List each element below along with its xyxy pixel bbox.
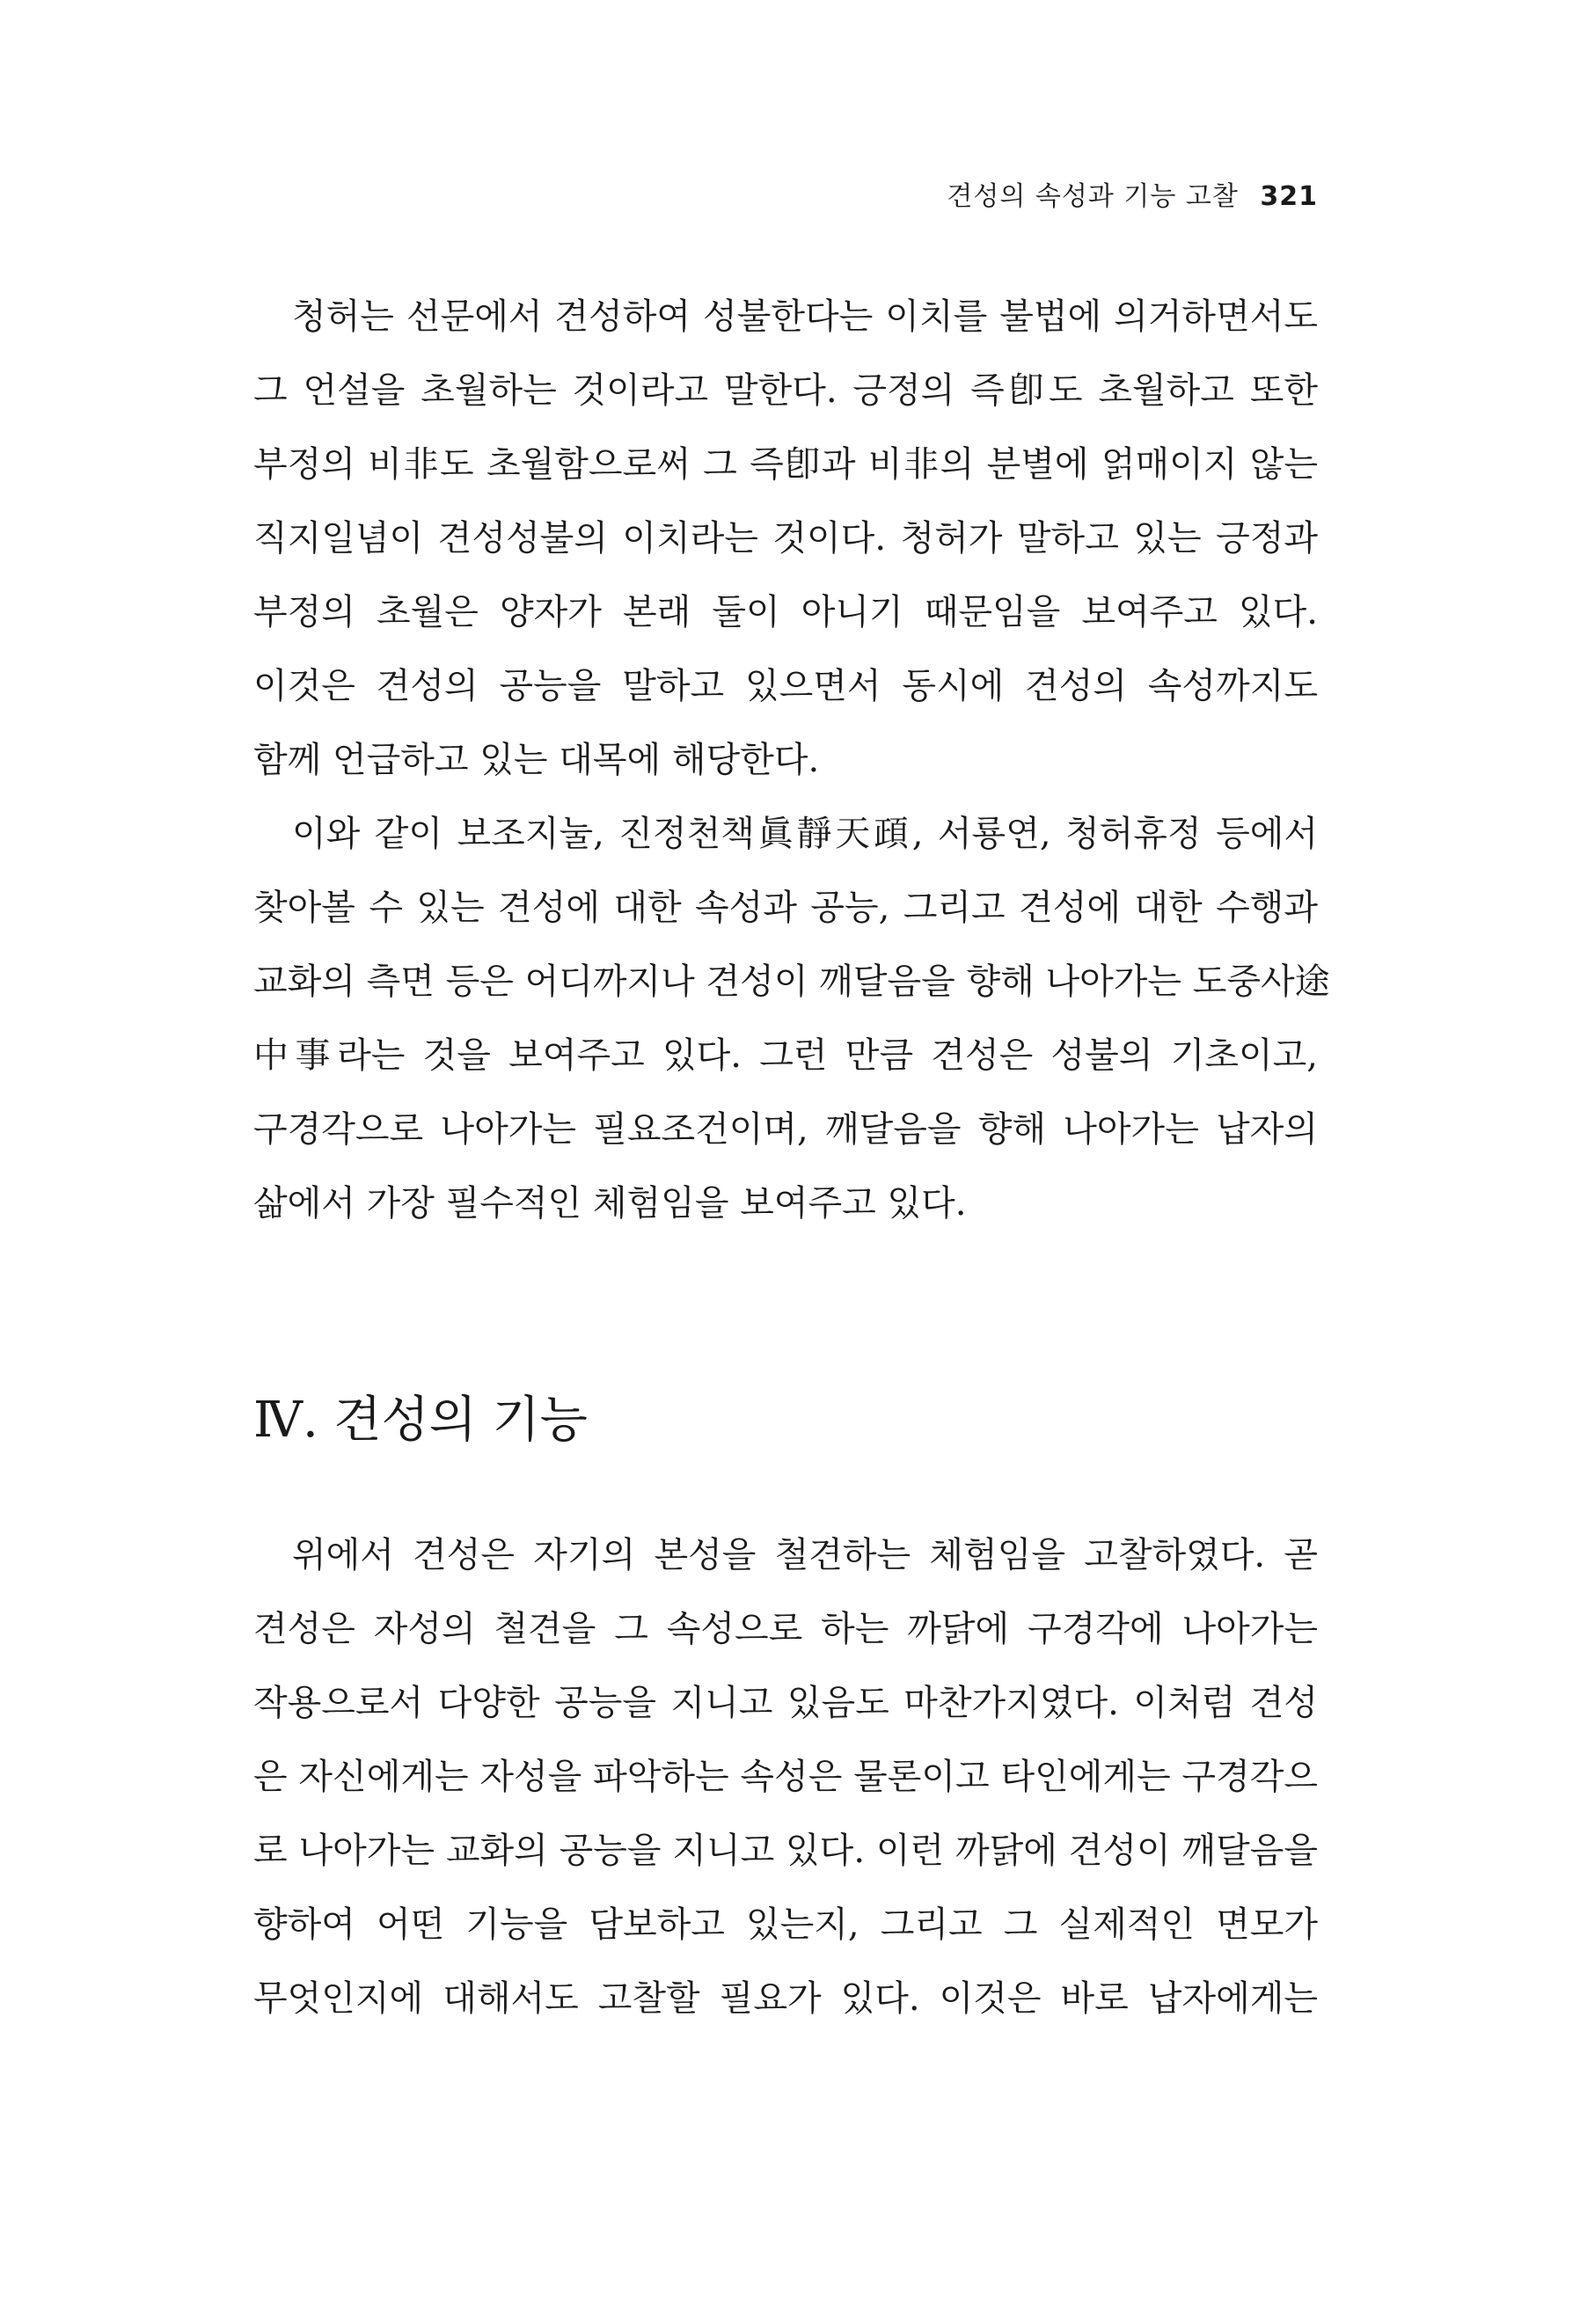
text-line: 이와 같이 보조지눌, 진정천책眞靜天頙, 서룡연, 청허휴정 등에서 (292, 814, 1318, 854)
text-line: 교화의 측면 등은 어디까지나 견성이 깨달음을 향해 나아가는 도중사途 (253, 961, 1330, 1002)
running-title: 견성의 속성과 기능 고찰 (947, 181, 1239, 212)
text-line: 그 언설을 초월하는 것이라고 말한다. 긍정의 즉卽도 초월하고 또한 (253, 370, 1318, 411)
text-line: 부정의 비非도 초월함으로써 그 즉卽과 비非의 분별에 얽매이지 않는 (253, 444, 1318, 485)
running-header (947, 174, 1318, 213)
body-text-lower (253, 1518, 1318, 2035)
section-heading: Ⅳ. 견성의 기능 (253, 1392, 588, 1449)
paragraph-1 (253, 280, 1318, 797)
text-line: 찾아볼 수 있는 견성에 대한 속성과 공능, 그리고 견성에 대한 수행과 (253, 888, 1318, 928)
text-line: 부정의 초월은 양자가 본래 둘이 아니기 때문임을 보여주고 있다. (253, 592, 1318, 632)
page-number: 321 (1260, 181, 1318, 212)
text-line: 이것은 견성의 공능을 말하고 있으면서 동시에 견성의 속성까지도 (253, 666, 1318, 706)
text-line: 구경각으로 나아가는 필요조건이며, 깨달음을 향해 나아가는 납자의 (253, 1109, 1318, 1150)
paragraph-3 (253, 1518, 1318, 2035)
text-line: 中事라는 것을 보여주고 있다. 그런 만큼 견성은 성불의 기초이고, (253, 1035, 1318, 1076)
text-line: 위에서 견성은 자기의 본성을 철견하는 체험임을 고찰하였다. 곧 (292, 1535, 1318, 1575)
text-line: 향하여 어떤 기능을 담보하고 있는지, 그리고 그 실제적인 면모가 (253, 1904, 1318, 1945)
text-line: 청허는 선문에서 견성하여 성불한다는 이치를 불법에 의거하면서도 (292, 296, 1318, 337)
text-line: 로 나아가는 교화의 공능을 지니고 있다. 이런 까닭에 견성이 깨달음을 (253, 1831, 1318, 1871)
text-line: 작용으로서 다양한 공능을 지니고 있음도 마찬가지였다. 이처럼 견성 (253, 1683, 1318, 1723)
text-line: 직지일념이 견성성불의 이치라는 것이다. 청허가 말하고 있는 긍정과 (253, 518, 1318, 559)
text-line: 무엇인지에 대해서도 고찰할 필요가 있다. 이것은 바로 납자에게는 (253, 1978, 1318, 2019)
body-text-upper (253, 280, 1330, 1240)
text-line: 은 자신에게는 자성을 파악하는 속성은 물론이고 타인에게는 구경각으 (253, 1757, 1318, 1797)
text-line: 삶에서 가장 필수적인 체험임을 보여주고 있다. (253, 1183, 967, 1224)
text-line: 함께 언급하고 있는 대목에 해당한다. (253, 740, 820, 780)
text-line: 견성은 자성의 철견을 그 속성으로 하는 까닭에 구경각에 나아가는 (253, 1609, 1318, 1649)
paragraph-2 (253, 797, 1330, 1240)
